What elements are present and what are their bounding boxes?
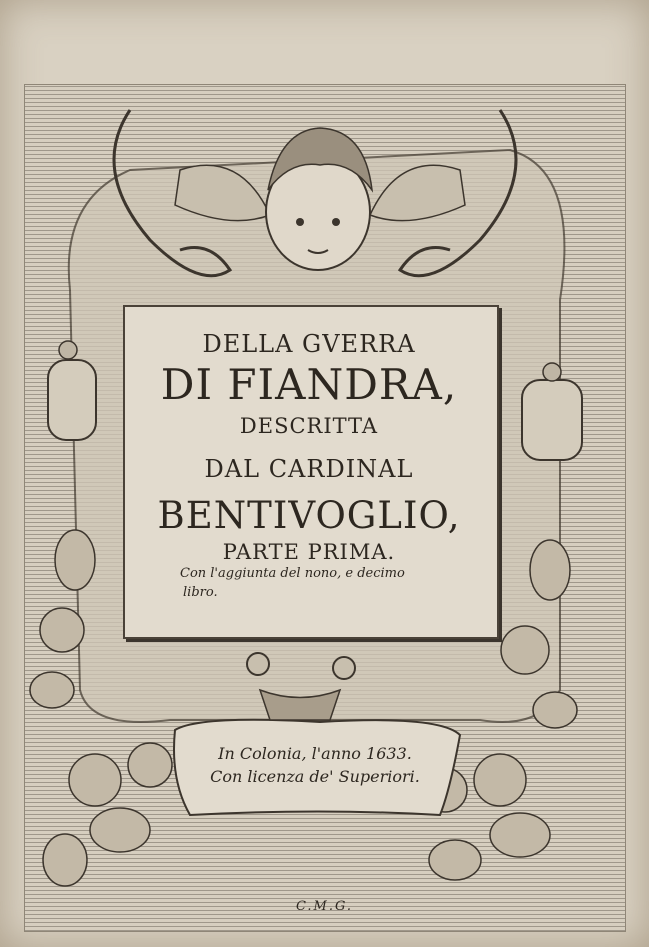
- part-label: PARTE PRIMA.: [222, 540, 396, 564]
- left-boss-icon: [247, 653, 269, 675]
- author-name: BENTIVOGLIO,: [157, 494, 461, 537]
- title-line-descritta: DESCRITTA: [239, 414, 379, 438]
- imprint-text: [200, 742, 430, 788]
- right-boss-icon: [333, 657, 355, 679]
- title-line-dal-cardinal: DAL CARDINAL: [204, 455, 414, 483]
- imprint-license: Con licenza de' Superiori.: [210, 767, 420, 786]
- title-line-della-guerra: DELLA GVERRA: [202, 330, 416, 358]
- title-line-di-fiandra: DI FIANDRA,: [160, 360, 458, 409]
- addition-note-line1: Con l'aggiunta del nono, e decimo: [180, 566, 405, 581]
- imprint-place-year: In Colonia, l'anno 1633.: [218, 744, 412, 763]
- engraver-monogram: C.M.G.: [295, 899, 354, 914]
- addition-note-line2: libro.: [183, 585, 218, 600]
